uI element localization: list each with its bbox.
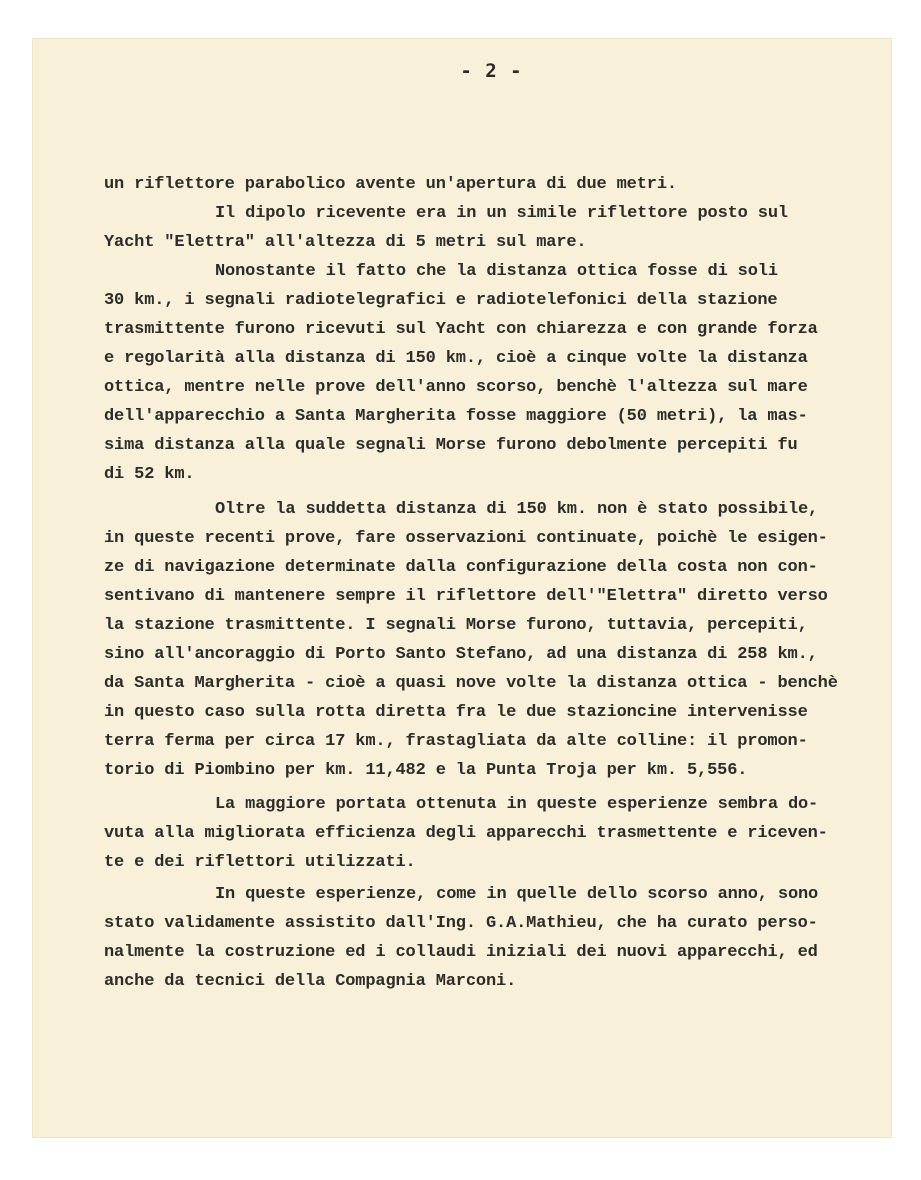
text-line: dell'apparecchio a Santa Margherita fosse maggiore (50 metri), la mas- <box>104 407 808 426</box>
text-line: vuta alla migliorata efficienza degli apparecchi trasmettente e riceven- <box>104 824 828 843</box>
text-line: Yacht "Elettra" all'altezza di 5 metri sul mare. <box>104 233 587 252</box>
text-line: sima distanza alla quale segnali Morse furono debolmente percepiti fu <box>104 436 798 455</box>
text-line: terra ferma per circa 17 km., frastagliata da alte colline: il promon- <box>104 732 808 751</box>
text-line: e regolarità alla distanza di 150 km., cioè a cinque volte la distanza <box>104 349 808 368</box>
text-line: anche da tecnici della Compagnia Marconi. <box>104 972 517 991</box>
text-line: La maggiore portata ottenuta in queste esperienze sembra do- <box>215 795 819 814</box>
text-line: sino all'ancoraggio di Porto Santo Stefano, ad una distanza di 258 km., <box>104 645 818 664</box>
text-line: te e dei riflettori utilizzati. <box>104 853 416 872</box>
text-line: in questo caso sulla rotta diretta fra le due stazioncine intervenisse <box>104 703 808 722</box>
text-line: Oltre la suddetta distanza di 150 km. non è stato possibile, <box>215 500 819 519</box>
text-line: un riflettore parabolico avente un'apertura di due metri. <box>104 175 677 194</box>
text-line: ottica, mentre nelle prove dell'anno scorso, benchè l'altezza sul mare <box>104 378 808 397</box>
text-line: In queste esperienze, come in quelle dello scorso anno, sono <box>215 885 819 904</box>
text-line: sentivano di mantenere sempre il riflettore dell'"Elettra" diretto verso <box>104 587 828 606</box>
text-line: ze di navigazione determinate dalla configurazione della costa non con- <box>104 558 818 577</box>
text-line: stato validamente assistito dall'Ing. G.A.Mathieu, che ha curato perso- <box>104 914 818 933</box>
text-line: trasmittente furono ricevuti sul Yacht con chiarezza e con grande forza <box>104 320 818 339</box>
text-line: la stazione trasmittente. I segnali Morse furono, tuttavia, percepiti, <box>104 616 808 635</box>
text-line: Nonostante il fatto che la distanza ottica fosse di soli <box>215 262 778 281</box>
text-line: in queste recenti prove, fare osservazioni continuate, poichè le esigen- <box>104 529 828 548</box>
text-line: torio di Piombino per km. 11,482 e la Punta Troja per km. 5,556. <box>104 761 748 780</box>
text-line: Il dipolo ricevente era in un simile riflettore posto sul <box>215 204 788 223</box>
text-line: da Santa Margherita - cioè a quasi nove volte la distanza ottica - benchè <box>104 674 838 693</box>
text-line: nalmente la costruzione ed i collaudi iniziali dei nuovi apparecchi, ed <box>104 943 818 962</box>
text-line: di 52 km. <box>104 465 195 484</box>
text-line: 30 km., i segnali radiotelegrafici e radiotelefonici della stazione <box>104 291 778 310</box>
page-number: - 2 - <box>460 60 523 82</box>
